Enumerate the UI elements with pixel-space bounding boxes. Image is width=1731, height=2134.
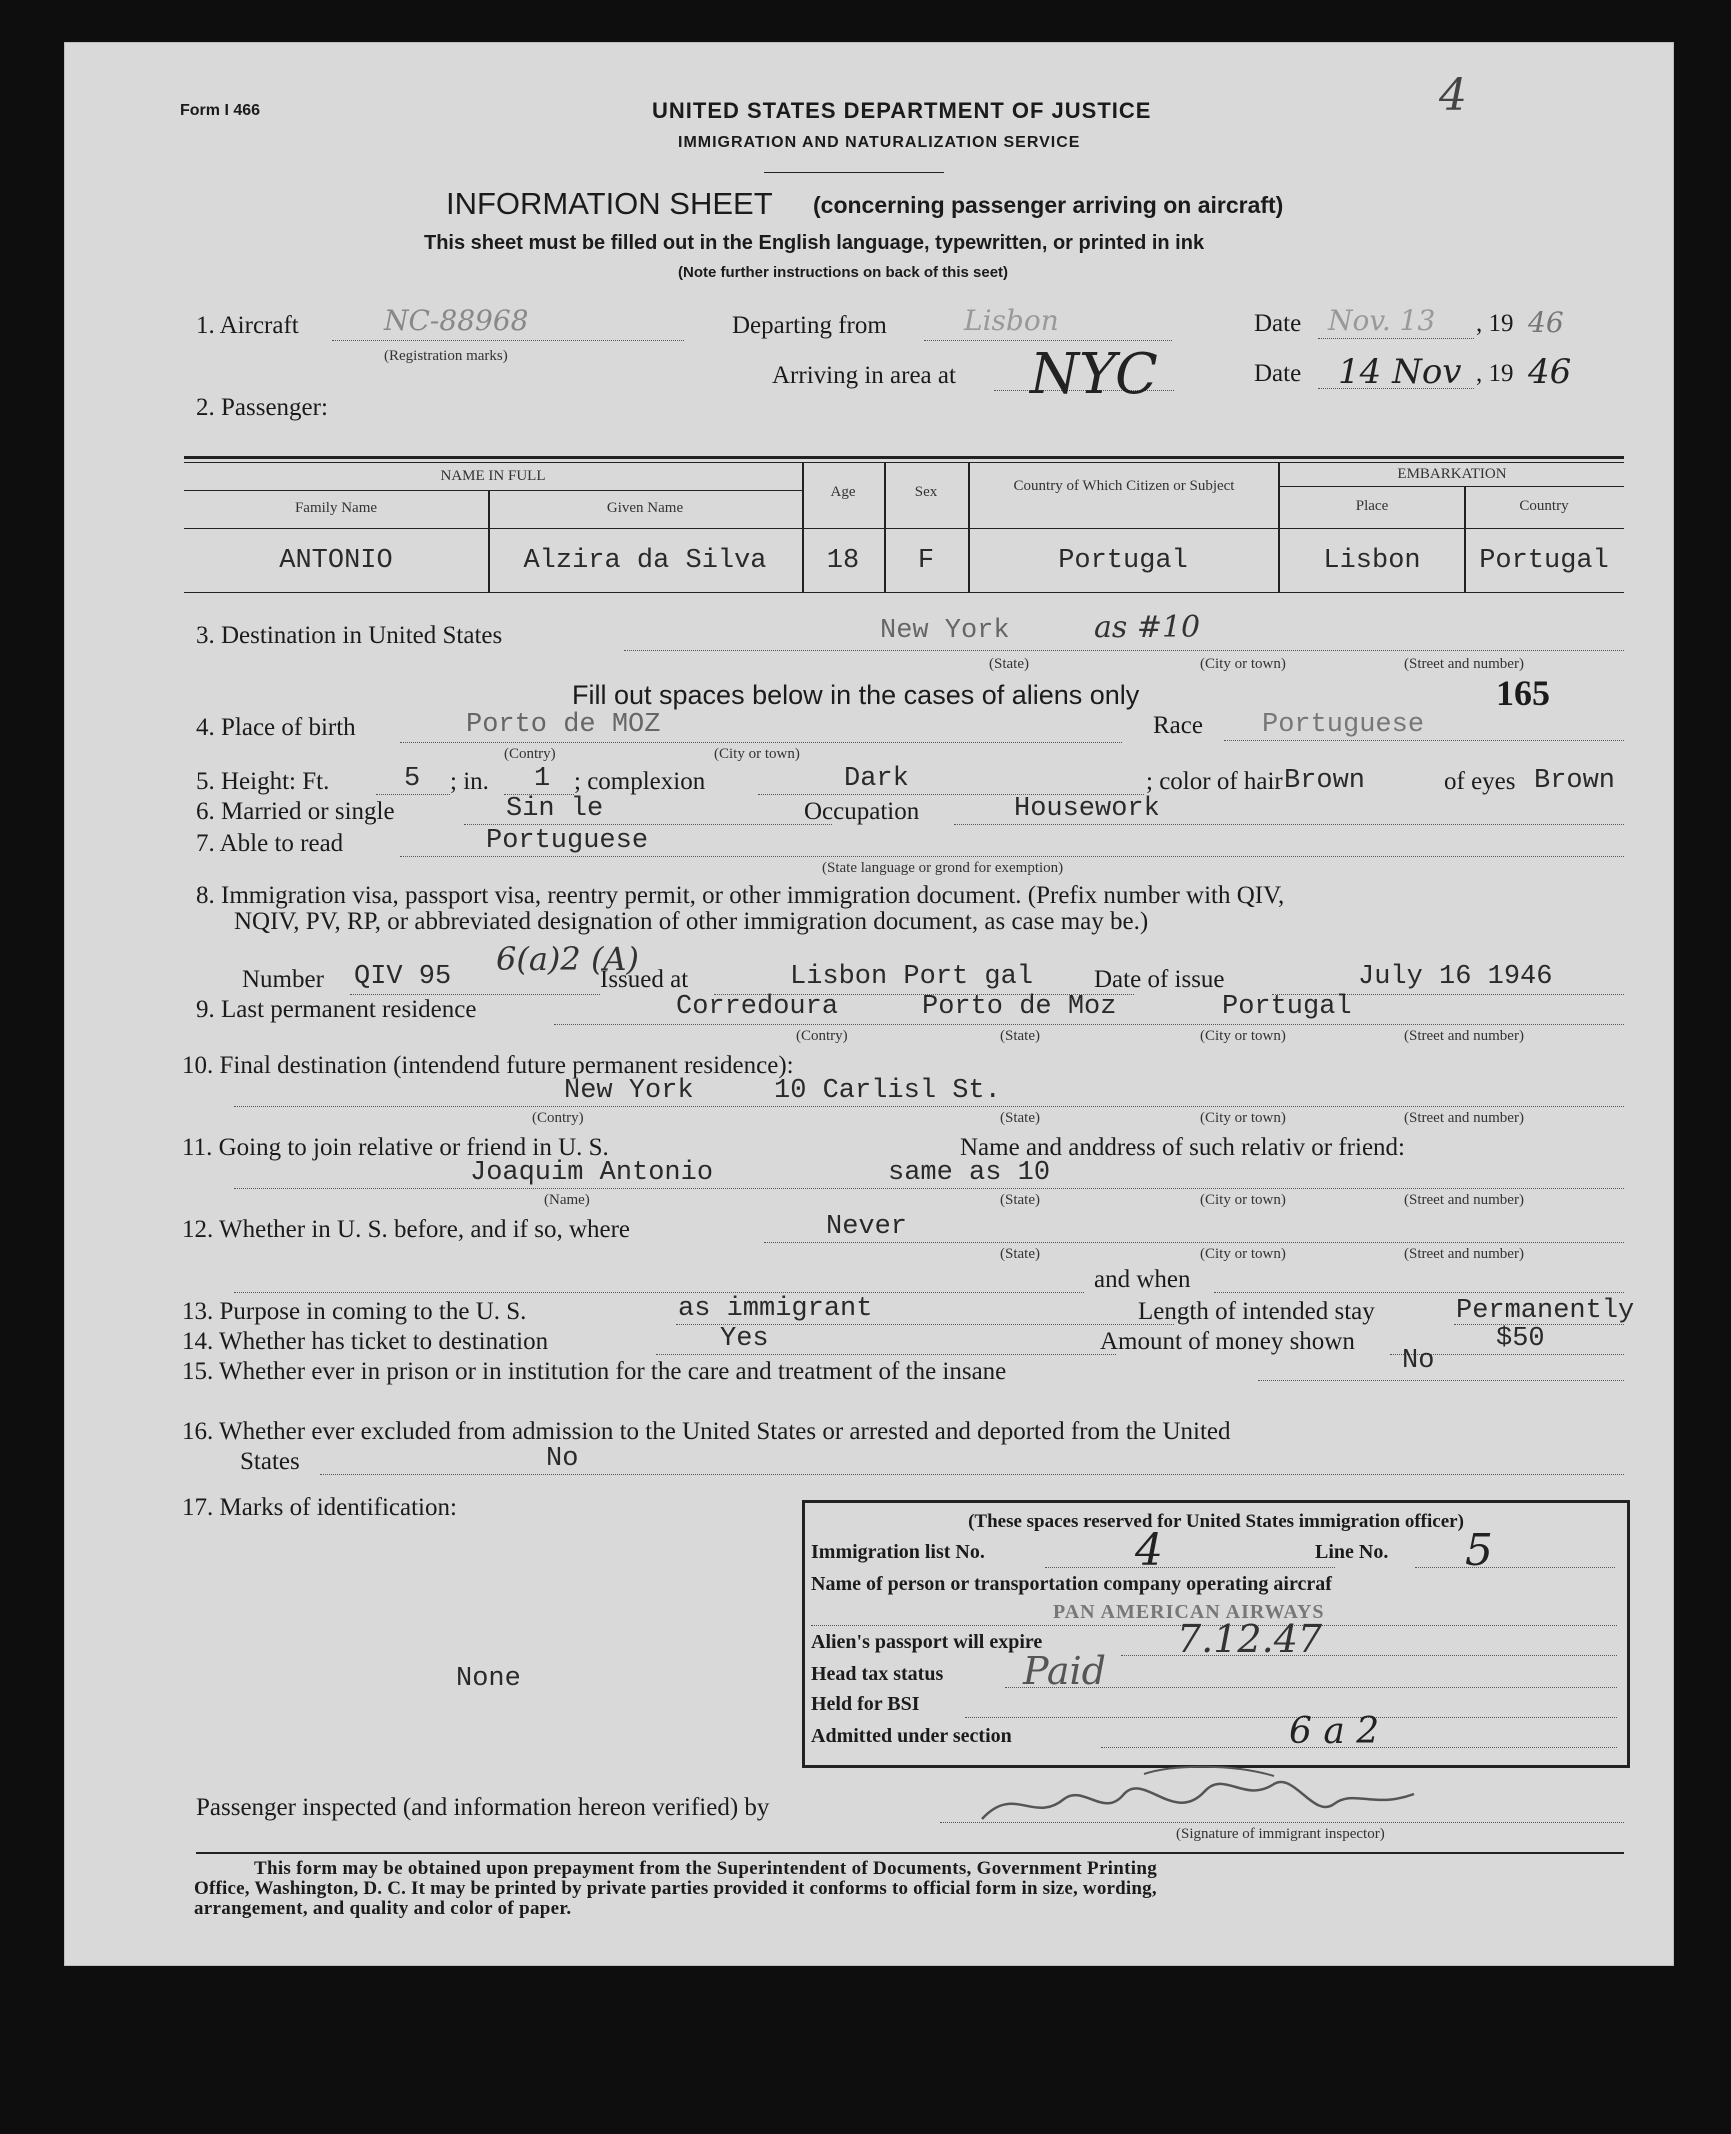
form-sheet	[64, 42, 1674, 1966]
departing-label: Departing from	[732, 312, 887, 339]
money-label: Amount of money shown	[1100, 1328, 1355, 1355]
footer-note-line3: arrangement, and quality and color of paper.	[194, 1898, 572, 1919]
document-number-label: Number	[242, 966, 324, 993]
depart-date-line	[1318, 338, 1474, 339]
form-number: Form I 466	[180, 102, 261, 119]
arrive-date-label: Date	[1254, 360, 1302, 387]
complexion-label: ; complexion	[574, 768, 706, 795]
excluded-label: 16. Whether ever excluded from admission to the United States or arrested and deported from the United	[182, 1418, 1231, 1445]
registration-caption: (Registration marks)	[384, 348, 508, 364]
join-relative-label: 11. Going to join relative or friend in U. S.	[182, 1134, 609, 1161]
aliens-only-note: Fill out spaces below in the cases of aliens only	[572, 680, 1140, 710]
arriving-label: Arriving in area at	[772, 362, 956, 389]
issued-at-value: Lisbon Port gal	[790, 962, 1034, 992]
header-name-in-full: NAME IN FULL	[440, 468, 546, 484]
arrive-year: 46	[1528, 352, 1572, 392]
complexion-value: Dark	[844, 764, 909, 794]
list-number-value: 4	[1135, 1525, 1163, 1576]
height-in-value: 1	[534, 764, 551, 794]
relative-address-label: Name and anddress of such relativ or friend:	[960, 1134, 1405, 1161]
table-bottom-rule	[184, 592, 1624, 593]
admitted-section-value: 6 a 2	[1289, 1711, 1380, 1752]
caption-city: (City or town)	[1200, 656, 1286, 672]
caption-country: (Contry)	[504, 746, 556, 762]
document-number-handwritten: 6(a)2 (A)	[496, 940, 640, 978]
marital-value: Sin le	[506, 794, 604, 824]
aircraft-value: NC-88968	[384, 304, 529, 337]
previous-visit-value: Never	[826, 1212, 908, 1242]
embark-country-value: Portugal	[1479, 546, 1609, 576]
admitted-section-label: Admitted under section	[811, 1725, 1012, 1747]
last-residence-country: Portugal	[1222, 992, 1352, 1022]
occupation-value: Housework	[1014, 794, 1160, 824]
birthplace-label: 4. Place of birth	[196, 714, 356, 741]
eyes-label: of eyes	[1444, 768, 1516, 795]
caption-city: (City or town)	[1200, 1110, 1286, 1126]
header-family-name: Family Name	[294, 500, 378, 516]
passenger-label: 2. Passenger:	[196, 394, 328, 421]
identification-label: 17. Marks of identification:	[182, 1494, 457, 1521]
footer-note-line1: This form may be obtained upon prepayment from the Superintendent of Documents, Government Printing	[254, 1858, 1158, 1879]
last-residence-label: 9. Last permanent residence	[196, 996, 477, 1023]
header-age: Age	[830, 484, 856, 500]
final-destination-city: New York	[564, 1076, 694, 1106]
date-of-issue-label: Date of issue	[1094, 966, 1225, 993]
head-tax-label: Head tax status	[811, 1663, 944, 1685]
given-name-value: Alzira da Silva	[523, 546, 767, 576]
birthplace-value: Porto de MOZ	[466, 710, 661, 740]
caption-state: (State)	[1000, 1028, 1040, 1044]
caption-city: (City or town)	[714, 746, 800, 762]
company-stamp: PAN AMERICAN AIRWAYS	[1053, 1601, 1325, 1623]
money-value: $50	[1496, 1324, 1545, 1354]
header-embarkation: EMBARKATION	[1397, 466, 1507, 482]
destination-label: 3. Destination in United States	[196, 622, 503, 649]
officer-box-title: (These spaces reserved for United States immigration officer)	[968, 1511, 1464, 1532]
caption-street: (Street and number)	[1404, 1192, 1524, 1208]
caption-name: (Name)	[544, 1192, 590, 1208]
identification-value: None	[456, 1664, 521, 1694]
caption-city: (City or town)	[1200, 1192, 1286, 1208]
occupation-label: Occupation	[804, 798, 920, 825]
last-residence-city: Porto de Moz	[922, 992, 1117, 1022]
passport-expire-value: 7.12.47	[1177, 1617, 1323, 1661]
relative-name-value: Joaquim Antonio	[470, 1158, 714, 1188]
last-residence-town: Corredoura	[676, 992, 839, 1022]
destination-state-value: New York	[880, 616, 1010, 646]
prison-value: No	[1402, 1346, 1435, 1376]
final-destination-street: 10 Carlisl St.	[774, 1076, 1001, 1106]
head-tax-value: Paid	[1023, 1649, 1106, 1693]
height-ft-value: 5	[404, 764, 421, 794]
stay-length-label: Length of intended stay	[1138, 1298, 1375, 1325]
header-country-citizen: Country of Which Citizen or Subject	[1013, 478, 1235, 494]
aircraft-line	[332, 340, 684, 341]
list-number-label: Immigration list No.	[811, 1541, 985, 1563]
purpose-value: as immigrant	[678, 1294, 873, 1324]
excluded-label-line2: States	[240, 1448, 300, 1475]
arrive-year-prefix: , 19	[1476, 360, 1514, 387]
aircraft-label: 1. Aircraft	[196, 312, 299, 339]
form-title: INFORMATION SHEET	[446, 186, 773, 221]
signature-caption: (Signature of immigrant inspector)	[1176, 1826, 1385, 1842]
line-number-value: 5	[1465, 1525, 1493, 1576]
officer-reserved-box	[802, 1500, 1630, 1768]
arriving-value: NYC	[1030, 342, 1158, 407]
table-top-rule	[184, 456, 1624, 459]
service-title: IMMIGRATION AND NATURALIZATION SERVICE	[678, 134, 1081, 151]
height-in-label: ; in.	[450, 768, 489, 795]
caption-street: (Street and number)	[1404, 656, 1524, 672]
family-name-value: ANTONIO	[279, 546, 393, 576]
caption-state: (State)	[989, 656, 1029, 672]
caption-city: (City or town)	[1200, 1028, 1286, 1044]
departing-value: Lisbon	[964, 304, 1059, 337]
header-embark-country: Country	[1519, 498, 1569, 514]
inspector-signature	[974, 1764, 1444, 1834]
company-label: Name of person or transportation company operating aircraf	[811, 1573, 1332, 1595]
embark-place-value: Lisbon	[1323, 546, 1421, 576]
depart-date-value: Nov. 13	[1328, 304, 1436, 337]
final-destination-label: 10. Final destination (intendend future permanent residence):	[182, 1052, 794, 1079]
caption-street: (Street and number)	[1404, 1110, 1524, 1126]
form-subtitle: (concerning passenger arriving on aircraft)	[813, 192, 1284, 218]
corner-handwritten-mark: 4	[1439, 70, 1467, 121]
purpose-label: 13. Purpose in coming to the U. S.	[182, 1298, 527, 1325]
caption-state: (State)	[1000, 1246, 1040, 1262]
arrive-date-value: 14 Nov	[1338, 352, 1462, 392]
depart-year: 46	[1528, 306, 1564, 339]
document-label-line2: NQIV, PV, RP, or abbreviated designation of other immigration document, as case may be.)	[234, 908, 1149, 935]
caption-state: (State)	[1000, 1110, 1040, 1126]
eyes-value: Brown	[1534, 766, 1616, 796]
held-bsi-label: Held for BSI	[811, 1693, 920, 1715]
ticket-label: 14. Whether has ticket to destination	[182, 1328, 549, 1355]
stamp-number: 165	[1496, 673, 1550, 713]
issued-at-label: Issued at	[600, 966, 689, 993]
hair-label: ; color of hair	[1146, 768, 1283, 795]
inspected-by-label: Passenger inspected (and information hereon verified) by	[196, 1794, 770, 1821]
instructions-note: (Note further instructions on back of this seet)	[678, 264, 1009, 281]
header-embark-place: Place	[1355, 498, 1389, 514]
destination-handwritten-note: as #10	[1094, 610, 1201, 645]
citizen-country-value: Portugal	[1058, 546, 1188, 576]
able-to-read-value: Portuguese	[486, 826, 649, 856]
caption-country: (Contry)	[532, 1110, 584, 1126]
caption-street: (Street and number)	[1404, 1028, 1524, 1044]
prison-label: 15. Whether ever in prison or in institution for the care and treatment of the insane	[182, 1358, 1007, 1385]
able-to-read-caption: (State language or grond for exemption)	[822, 860, 1064, 876]
caption-street: (Street and number)	[1404, 1246, 1524, 1262]
sex-value: F	[917, 546, 935, 576]
marital-label: 6. Married or single	[196, 798, 395, 825]
caption-state: (State)	[1000, 1192, 1040, 1208]
header-sex: Sex	[914, 484, 938, 500]
department-title: UNITED STATES DEPARTMENT OF JUSTICE	[652, 98, 1152, 123]
header-given-name: Given Name	[606, 500, 684, 516]
caption-city: (City or town)	[1200, 1246, 1286, 1262]
passport-expire-label: Alien's passport will expire	[811, 1631, 1043, 1653]
relative-address-value: same as 10	[888, 1158, 1051, 1188]
departing-line	[924, 340, 1172, 341]
caption-country: (Contry)	[796, 1028, 848, 1044]
race-label: Race	[1153, 712, 1203, 739]
date-of-issue-value: July 16 1946	[1358, 962, 1553, 992]
ticket-value: Yes	[720, 1324, 769, 1354]
height-label: 5. Height: Ft.	[196, 768, 330, 795]
line-number-label: Line No.	[1315, 1541, 1389, 1563]
race-value: Portuguese	[1262, 710, 1425, 740]
previous-visit-label: 12. Whether in U. S. before, and if so, where	[182, 1216, 631, 1243]
excluded-value: No	[546, 1444, 579, 1474]
and-when-label: and when	[1094, 1266, 1191, 1293]
able-to-read-label: 7. Able to read	[196, 830, 344, 857]
document-label-line1: 8. Immigration visa, passport visa, reentry permit, or other immigration document. (Prefix number with QIV,	[196, 882, 1285, 909]
header-rule	[764, 172, 944, 173]
depart-date-label: Date	[1254, 310, 1302, 337]
depart-year-prefix: , 19	[1476, 310, 1514, 337]
age-value: 18	[826, 546, 860, 576]
hair-value: Brown	[1284, 766, 1366, 796]
document-number-value: QIV 95	[354, 962, 452, 992]
stay-length-value: Permanently	[1456, 1296, 1635, 1326]
footer-note-line2: Office, Washington, D. C. It may be printed by private parties provided it conforms to official form in size, wording,	[194, 1878, 1157, 1899]
instructions-line: This sheet must be filled out in the English language, typewritten, or printed in ink	[424, 232, 1205, 254]
